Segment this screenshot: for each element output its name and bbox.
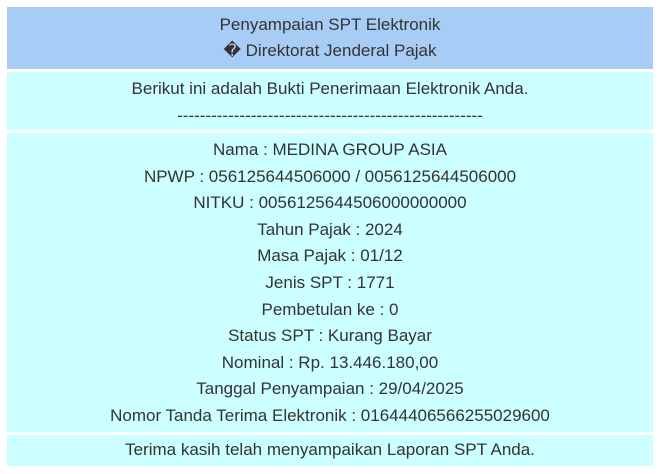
receipt-header (7, 7, 653, 69)
separator-line: ------------------------------------------------------ (177, 106, 483, 125)
detail-tax-period: Masa Pajak : 01/12 (257, 246, 403, 266)
detail-name: Nama : MEDINA GROUP ASIA (213, 140, 447, 159)
intro-message: Berikut ini adalah Bukti Penerimaan Elektronik Anda. (131, 79, 529, 98)
detail-nitku: NITKU : 0056125644506000000000 (193, 193, 467, 213)
receipt-title: Penyampaian SPT Elektronik (219, 15, 441, 34)
e-filing-receipt (7, 7, 653, 469)
detail-spt-type: Jenis SPT : 1771 (265, 272, 395, 292)
detail-spt-status: Status SPT : Kurang Bayar (228, 326, 432, 346)
detail-amount: Nominal : Rp. 13.446.180,00 (221, 352, 439, 372)
intro-section (7, 72, 653, 130)
issuer-label: � Direktorat Jenderal Pajak (223, 41, 437, 60)
detail-receipt-number: Nomor Tanda Terima Elektronik : 01644406566255029600 (110, 405, 550, 425)
detail-npwp: NPWP : 056125644506000 / 0056125644506000 (143, 166, 517, 186)
receipt-footer (7, 435, 653, 466)
receipt-details (7, 133, 653, 432)
detail-tax-year: Tahun Pajak : 2024 (257, 219, 403, 239)
detail-submission-date: Tanggal Penyampaian : 29/04/2025 (196, 379, 464, 399)
detail-revision: Pembetulan ke : 0 (261, 299, 399, 319)
thank-you-message: Terima kasih telah menyampaikan Laporan SPT Anda. (125, 439, 535, 459)
